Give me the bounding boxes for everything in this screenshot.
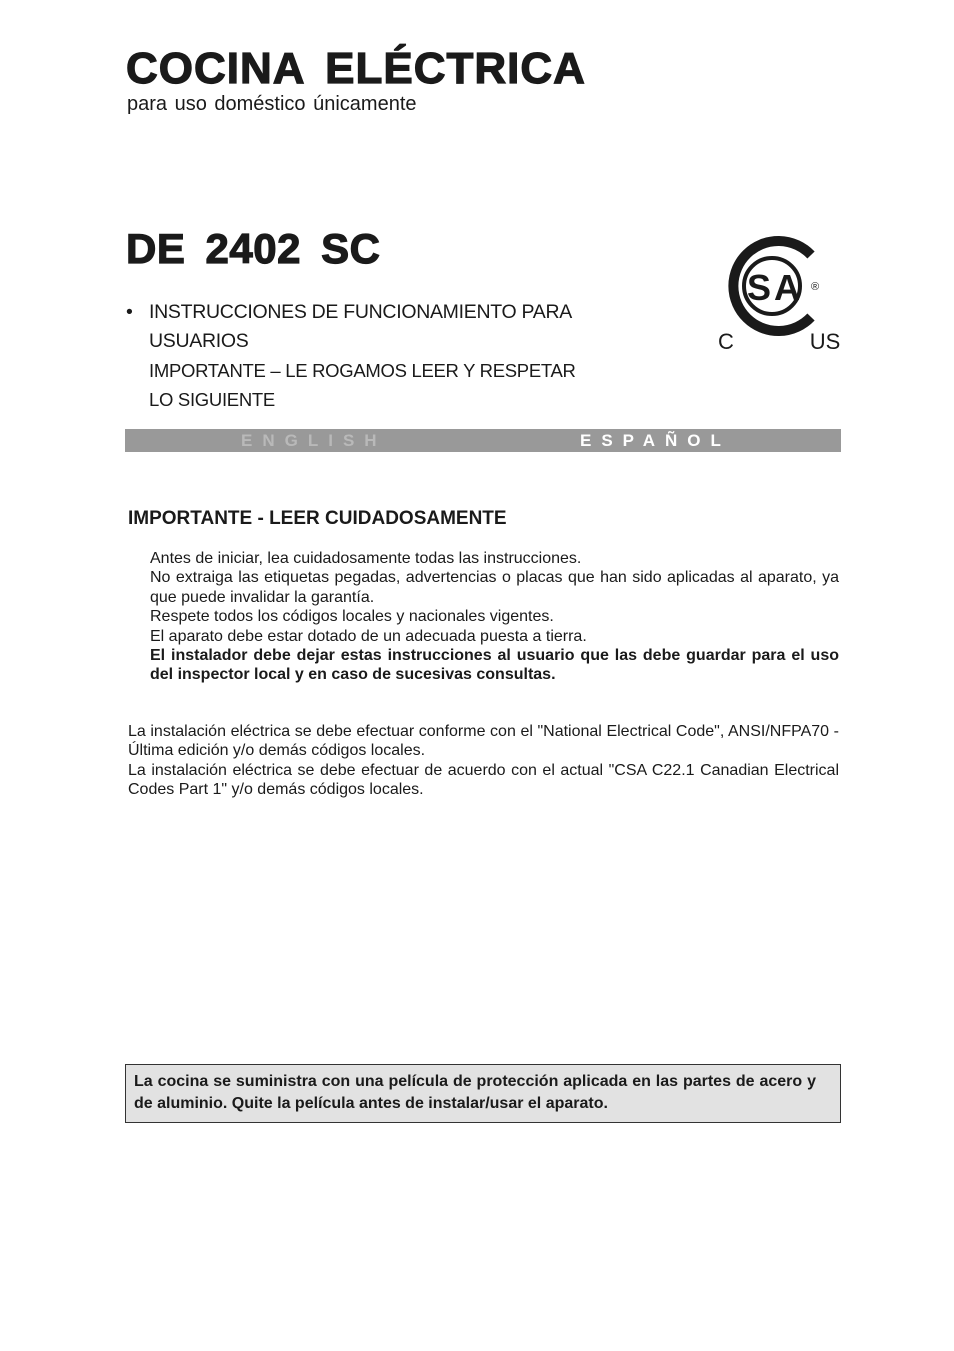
language-bar: [125, 429, 841, 452]
bullet-line-2: USUARIOS: [149, 330, 249, 352]
bullet-line-3: IMPORTANTE – LE ROGAMOS LEER Y RESPETAR: [149, 360, 576, 381]
svg-text:A: A: [774, 267, 800, 308]
installation-paragraph-csa: La instalación eléctrica se debe efectuar de acuerdo con el actual "CSA C22.1 Canadian Electrical Codes Part 1" y/o demás códigos locales.: [128, 761, 839, 799]
installation-notes: [128, 722, 839, 800]
model-number: DE 2402 SC: [126, 225, 381, 272]
csa-label-c: C: [718, 329, 734, 354]
instruction-item: Respete todos los códigos locales y nacionales vigentes.: [150, 608, 554, 626]
user-instructions-bullet: [126, 298, 576, 414]
csa-label-us: US: [809, 329, 841, 354]
instruction-item: El aparato debe estar dotado de un adecuada puesta a tierra.: [150, 627, 587, 645]
svg-text:S: S: [746, 267, 772, 308]
instruction-item: No extraiga las etiquetas pegadas, advertencias o placas que han sido aplicadas al aparato, ya que puede invalidar la garantía.: [150, 569, 839, 606]
section-heading: IMPORTANTE - LEER CUIDADOSAMENTE: [128, 508, 507, 529]
bullet-dot: •: [126, 301, 133, 323]
bullet-line-1: INSTRUCCIONES DE FUNCIONAMIENTO PARA: [149, 301, 572, 323]
notice-text: La cocina se suministra con una película de protección aplicada en las partes de acero y de aluminio. Quite la película antes de instalar/usar el aparato.: [134, 1073, 816, 1112]
registered-mark: ®: [810, 281, 820, 293]
document-title: COCINA ELÉCTRICA: [126, 44, 586, 93]
csa-certification-icon: [715, 233, 845, 358]
protective-film-notice: [125, 1064, 841, 1123]
document-subtitle: para uso doméstico únicamente: [127, 93, 417, 115]
installation-paragraph-nec: La instalación eléctrica se debe efectuar conforme con el "National Electrical Code", ANSI/NFPA70 - Última edición y/o demás códigos locales.: [128, 723, 839, 760]
language-tab-english[interactable]: ENGLISH: [241, 431, 387, 450]
instruction-item: Antes de iniciar, lea cuidadosamente todas las instrucciones.: [150, 550, 582, 567]
instruction-item-bold: El instalador debe dejar estas instrucciones al usuario que las debe guardar para el uso del inspector local y en caso de sucesivas consultas.: [150, 647, 839, 684]
language-tab-espanol[interactable]: ESPAÑOL: [580, 431, 731, 450]
instructions-list: [150, 549, 839, 685]
bullet-line-4: LO SIGUIENTE: [149, 389, 275, 410]
